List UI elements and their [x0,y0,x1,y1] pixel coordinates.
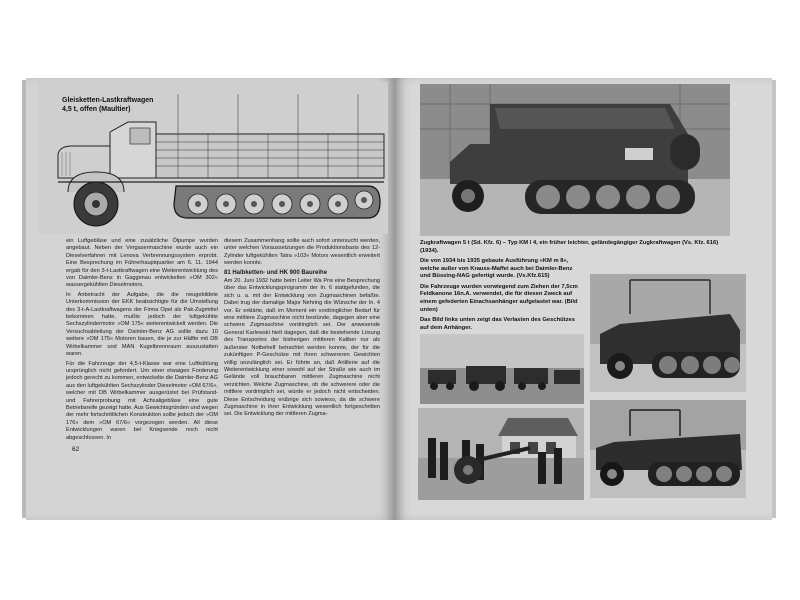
right-page [394,78,772,520]
caption-body [420,258,584,335]
paragraph: In Anbetracht der Aufgabe, die die neugebildete Unterkommission der EKK beabsichtigte für die Umstellung des 3-t-A-Lastkraftwagens der Firma Opel als Pak-Zugmittel bekommen hatte, mußte jedoch der luftgekühlte Sechszylindermotor »OM 175« weiterentwickelt werden. Die Versuchsabteilung der Daimler-Benz AG sollte dazu 10 weitere »OM 175« Motoren bauen, die je zur Hälfte mit DB Wirbelkammer und MAN Kugelbrennraum auszustatten waren. [66,291,218,358]
photo-kmm8-side [590,274,746,392]
photo-convoy-svg [420,334,584,404]
photo-kmm8-svg [590,274,746,392]
paragraph: Für die Fahrzeuge der 4,5-t-Klasse war eine Luftkühlung ursprünglich nicht gefordert. Um einer etwaigen Forderung jedoch gerecht zu kommen, entwickelte die Daimler-Benz AG aus den luftgekühlten Sechszylinder Dieselmotor »OM 67/6«, welcher mit DB Wirbelkammer ausgerüstet bei Prüfstand- und Fahrerprobung mit Achsaligebläse eine gute Betriebsreife gezeigt hatte. Aus Gewichtsgründen und wegen der mehr fortschrittlichen Konstruktion sollte jedoch der »OM 176« dem »OM 67/6« vorgezogen werden. All diese Entwicklungen waren bei Kriegsende noch nicht abgeschlossen. In [66,360,218,441]
drawing-title [62,96,153,114]
photo-vehicle-trailer-svg [590,400,746,498]
photo-convoy [420,334,584,404]
left-text-column-1 [66,238,218,444]
photo-gun-loading [418,408,584,500]
caption-top [420,240,732,258]
caption-text: Das Bild links unten zeigt das Verlasten des Geschützes auf dem Anhänger. [420,317,575,331]
caption-text: Die Fahrzeuge wurden vorwiegend zum Ziehen der 7,5cm Feldkanone 16n.A. verwendet, die für diesen Zweck auf einem gefederten Einachsanhänger aufgelastet war. (Bild unten) [420,283,578,313]
page-number: 62 [72,446,80,453]
section-heading: 81 Halbketten- und HK 900 Baureihe [224,269,328,276]
open-book [26,78,772,520]
drawing-title-line2: 4,5 t, offen (Maultier) [62,106,131,113]
left-text-column-2 [224,238,380,421]
caption-text: Zugkraftwagen 5 t (Sd. Kfz. 6) – Typ KM l 4, ein früher leichter, geländegängiger Zugkraftwagen (Vs. Kfz. 616) (1934). [420,240,719,254]
paragraph: ein Luftgebläse und eine zusätzliche Ölpumpe wurden angebaut. Neben der Vergasermaschine wurde auch ein Dieselverfahren mit Lenova Verbrennungssystem erprobt. Eine Besprechung im Führerhauptquartier am 6. 11. 1944 ergab für den 3-t-Lastkraftwagen eine Weiterentwicklung des von Daimler-Benz in Gaggenau entwickelten »OM 302« wassergekühlten Dieselmotors. [66,238,218,289]
caption-text: Die von 1934 bis 1935 gebaute Ausführung »KM m 8«, welche außer von Krauss-Maffei auch bei Daimler-Benz und Büssing-NAG gefertigt wurde. (Vs.Kfz.615) [420,258,573,280]
photo-halftrack-ku [420,84,730,236]
paragraph: Am 20. Juni 1932 hatte beim Leiter Wa Prw eine Besprechung über das Entwicklungsprogramm der In. 6 stattgefunden, die sich u. a. mit der Entwicklung von Zugmaschinen befaßte. Dabei trug der damalige Major Nehring die Wünsche der In. 4 vor. Er erklärte, daß im Moment ein vordringlicher Bedarf für eine mittlere Zugmaschine nicht bestünde, dagegen aber eine schwere Zugmaschine vordringlich sei. Der anwesende General Karlewski hielt dagegen, daß die bestehende Lösung des Transportes der bisherigen mittleren Kaliber nur als äußerster Notbehelf betrachtet werden konnte, der für die zukünftigen P-Geschütze mit ihren schwereren Gewichten völlig unzulänglich sei. Er führte an, daß Artillerie auf die Weiterentwicklung einer sowohl auf der Straße wie auch im Gelände voll brauchbaren mittleren Zugmaschine nicht verzichten. Welche Zugmaschine, ob die schwerere oder die mittlere vordringlich sei, würde er jedoch nicht entscheiden. Diese Entscheidung erübrige sich sowieso, da die schwere Zugmaschine in ihrer Entwicklung wesentlich fortgeschritten sei. Die Entwicklung der mittleren Zugma- [224,278,380,418]
photo-halftrack-svg [420,84,730,236]
paragraph: diesem Zusammenhang sollte auch sofort untersucht werden, unter welchen Voraussetzungen die Produktionsbasis des 12-Zylinder luftgekühlten Tatra »103« Motors wesentlich erweitert werden konnte. [224,238,380,267]
left-page [26,78,394,520]
photo-vehicle-trailer [590,400,746,498]
drawing-title-line1: Gleisketten-Lastkraftwagen [62,97,154,104]
photo-gun-loading-svg [418,408,584,500]
